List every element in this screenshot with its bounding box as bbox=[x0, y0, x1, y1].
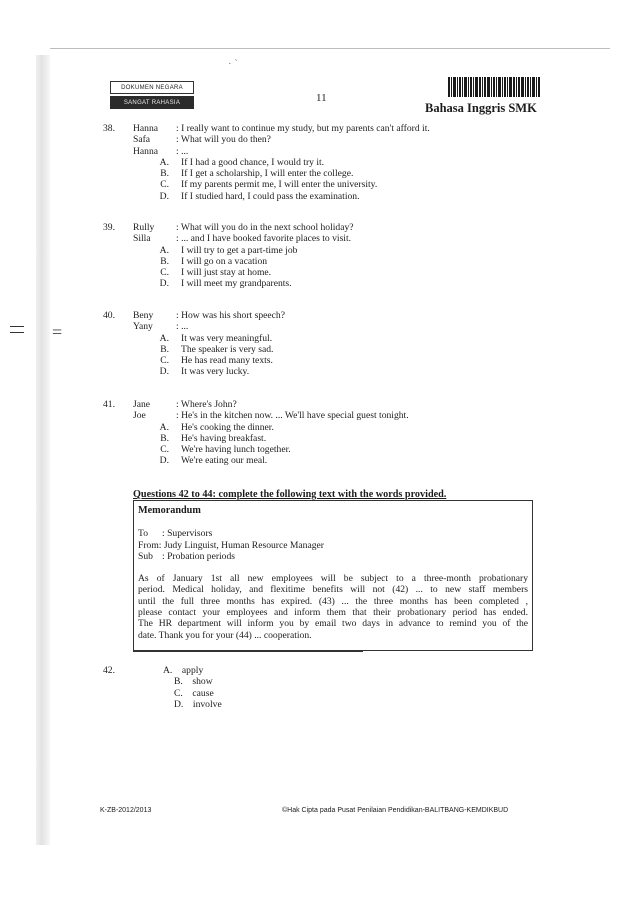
question-number: 42. bbox=[103, 665, 115, 676]
option-c: C. We're having lunch together. bbox=[160, 444, 291, 456]
speaker: Hanna bbox=[133, 123, 159, 134]
footer-code: K-ZB-2012/2013 bbox=[100, 807, 152, 814]
option-b: B. The speaker is very sad. bbox=[160, 343, 274, 355]
option-b: B. He's having breakfast. bbox=[160, 432, 267, 444]
option-d: D. I will meet my grandparents. bbox=[159, 278, 292, 290]
footer-copyright: ©Hak Cipta pada Pusat Penilaian Pendidikan-BALITBANG-KEMDIKBUD bbox=[282, 807, 509, 814]
question-number: 38. bbox=[103, 123, 115, 134]
dialog-line: : He's in the kitchen now. ... We'll have special guest tonight. bbox=[176, 410, 409, 422]
dialog-line: : What will you do then? bbox=[176, 134, 271, 146]
question-number: 39. bbox=[103, 222, 115, 233]
memo-underline bbox=[133, 651, 363, 652]
option-d: D. It was very lucky. bbox=[159, 366, 250, 378]
section-heading: Questions 42 to 44: complete the following text with the words provided. bbox=[133, 489, 447, 500]
memo-body bbox=[138, 573, 528, 641]
speaker: Jane bbox=[133, 399, 151, 410]
margin-dash bbox=[10, 332, 24, 333]
memo-body-line: period. Medical holiday, and flexitime benefits will not (42) ... to new staff members bbox=[138, 584, 528, 596]
speaker: Hanna bbox=[133, 145, 159, 157]
scan-edge-shadow bbox=[36, 55, 50, 845]
option-a: A. apply bbox=[163, 665, 204, 676]
question-number: 40. bbox=[103, 310, 115, 321]
memo-to: To : Supervisors bbox=[138, 528, 213, 540]
speaker: Beny bbox=[133, 310, 154, 321]
option-c: C. cause bbox=[174, 687, 214, 699]
scan-top-mark: · ˋ bbox=[228, 58, 239, 70]
page-number: 11 bbox=[316, 92, 327, 104]
dialog-line: : ... and I have booked favorite places to visit. bbox=[176, 233, 352, 245]
option-c: C. I will just stay at home. bbox=[160, 267, 272, 279]
dialog-line: : ... bbox=[176, 321, 189, 333]
option-d: D. involve bbox=[174, 698, 222, 710]
question-41 bbox=[103, 399, 543, 467]
option-a: A. If I had a good chance, I would try it. bbox=[159, 156, 325, 168]
doc-label: DOKUMEN NEGARA bbox=[110, 81, 194, 94]
question-42 bbox=[103, 665, 543, 710]
question-39 bbox=[103, 222, 543, 290]
margin-mark: = bbox=[52, 322, 63, 342]
subject-title: Bahasa Inggris SMK bbox=[425, 101, 537, 115]
memo-body-line: The HR department will inform you by email two days in advance to remind you of the bbox=[138, 618, 528, 630]
memo-from: From : Judy Linguist, Human Resource Manager bbox=[138, 539, 324, 551]
option-c: C. He has read many texts. bbox=[160, 355, 273, 367]
dialog-line: : ... bbox=[176, 145, 189, 157]
memo-body-line: As of January 1st all new employees will be subject to a three-month probationary bbox=[138, 573, 528, 585]
option-b: B. show bbox=[174, 676, 213, 688]
memo-body-line: date. Thank you for your (44) ... cooperation. bbox=[138, 629, 312, 641]
speaker: Rully bbox=[133, 222, 155, 233]
memo-body-line: please contact your employees and inform them that their probationary period has ended. bbox=[138, 607, 528, 619]
dialog-line: : How was his short speech? bbox=[176, 310, 285, 321]
memo-sub: Sub : Probation periods bbox=[138, 550, 236, 562]
secret-label: SANGAT RAHASIA bbox=[110, 96, 194, 109]
option-a: A. He's cooking the dinner. bbox=[159, 421, 274, 433]
question-number: 41. bbox=[103, 399, 115, 410]
option-a: A. It was very meaningful. bbox=[159, 332, 273, 344]
option-a: A. I will try to get a part-time job bbox=[159, 244, 298, 256]
option-b: B. I will go on a vacation bbox=[160, 255, 268, 267]
option-b: B. If I get a scholarship, I will enter the college. bbox=[160, 168, 354, 180]
memo-title: Memorandum bbox=[138, 505, 201, 516]
speaker: Joe bbox=[133, 410, 146, 422]
dialog-line: : What will you do in the next school holiday? bbox=[176, 222, 354, 233]
memo-box bbox=[133, 500, 533, 651]
option-d: D. We're eating our meal. bbox=[159, 455, 268, 467]
speaker: Silla bbox=[133, 233, 151, 245]
barcode-icon bbox=[448, 77, 540, 97]
option-c: C. If my parents permit me, I will enter the university. bbox=[160, 179, 378, 191]
option-d: D. If I studied hard, I could pass the examination. bbox=[159, 190, 360, 202]
margin-dash bbox=[10, 326, 24, 327]
speaker: Safa bbox=[133, 134, 151, 146]
dialog-line: : Where's John? bbox=[176, 399, 237, 410]
question-40 bbox=[103, 310, 543, 378]
memo-body-line: until the full three months has expired. (43) ... the three months has been completed , bbox=[138, 595, 528, 607]
dialog-line: : I really want to continue my study, but my parents can't afford it. bbox=[176, 123, 430, 134]
speaker: Yany bbox=[133, 321, 153, 333]
scan-top-line bbox=[50, 48, 610, 49]
question-38 bbox=[103, 123, 543, 202]
